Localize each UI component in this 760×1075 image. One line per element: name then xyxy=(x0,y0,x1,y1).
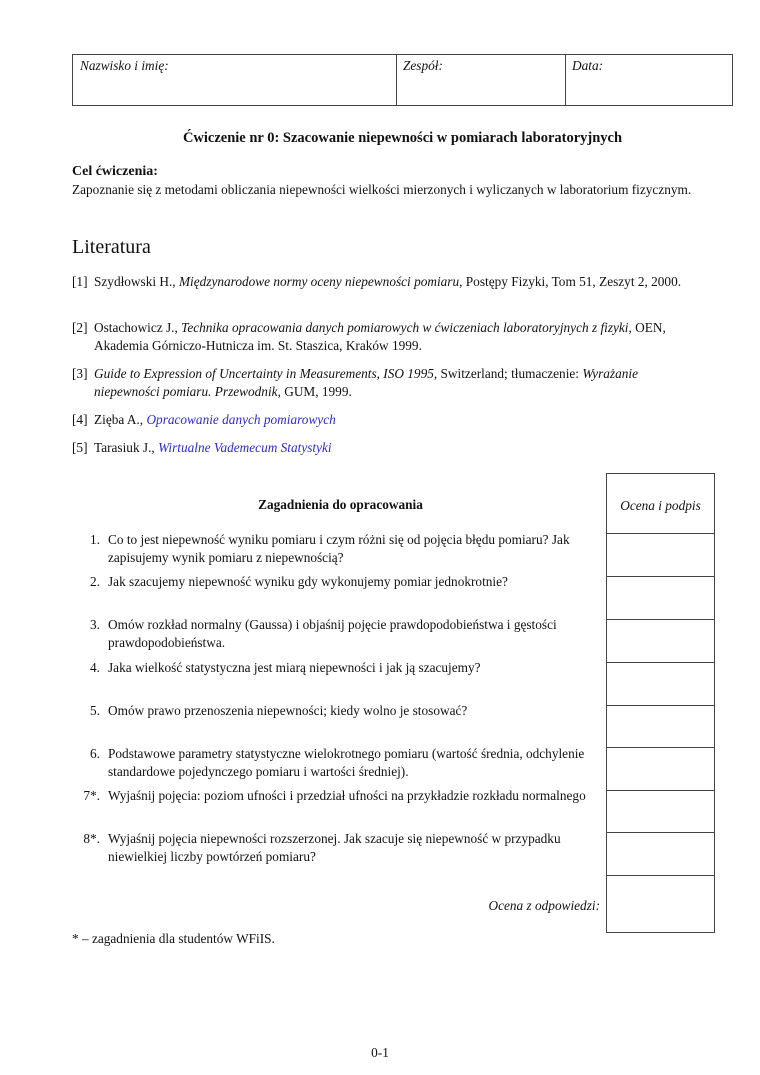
ref-link[interactable]: Opracowanie danych pomiarowych xyxy=(146,412,336,427)
ref-author: Zięba A., xyxy=(94,412,147,427)
topic-item xyxy=(78,787,603,805)
ref-details: , GUM, 1999. xyxy=(277,384,352,399)
goal-text: Zapoznanie się z metodami obliczania niepewności wielkości mierzonych i wyliczanych w laboratorium fizycznym. xyxy=(72,182,692,197)
page-title: Ćwiczenie nr 0: Szacowanie niepewności w pomiarach laboratoryjnych xyxy=(182,130,623,146)
ref-title: Technika opracowania danych pomiarowych w ćwiczeniach laboratoryjnych z fizyki xyxy=(181,320,629,335)
ref-author: Tarasiuk J., xyxy=(94,440,159,455)
date-field[interactable] xyxy=(565,55,734,105)
ref-number: [5] xyxy=(72,440,88,455)
topic-text: Co to jest niepewność wyniku pomiaru i czym różni się od pojęcia błędu pomiaru? Jak zapisujemy wynik pomiaru z niepewnością? xyxy=(108,532,570,565)
topic-text: Omów prawo przenoszenia niepewności; kiedy wolno je stosować? xyxy=(108,703,468,718)
literature-heading: Literatura xyxy=(72,236,151,258)
topics-heading: Zagadnienia do opracowania xyxy=(258,497,423,512)
ref-translation-title: Wyrażanie niepewności pomiaru. Przewodnik xyxy=(94,366,638,399)
ref-details: , Postępy Fizyki, Tom 51, Zeszyt 2, 2000. xyxy=(459,274,682,289)
reference-item xyxy=(72,411,697,429)
student-info-box xyxy=(72,54,733,106)
topic-number: 4. xyxy=(90,660,100,675)
row-line xyxy=(607,619,714,620)
name-field[interactable] xyxy=(73,55,396,105)
row-line xyxy=(607,832,714,833)
row-line xyxy=(607,576,714,577)
topic-text: Wyjaśnij pojęcia niepewności rozszerzonej. Jak szacuje się niepewność w przypadku niewielkiej liczby powtórzeń pomiaru? xyxy=(108,831,561,864)
name-label: Nazwisko i imię: xyxy=(80,58,169,73)
row-line xyxy=(607,747,714,748)
ref-title: Guide to Expression of Uncertainty in Measurements, ISO 1995 xyxy=(94,366,434,381)
ref-author: Szydłowski H., xyxy=(94,274,179,289)
topic-item xyxy=(78,745,603,781)
date-label: Data: xyxy=(572,58,604,73)
row-line xyxy=(607,662,714,663)
reference-item xyxy=(72,365,697,401)
topic-text: Jak szacujemy niepewność wyniku gdy wykonujemy pomiar jednokrotnie? xyxy=(108,574,508,589)
grade-column xyxy=(606,473,715,933)
topic-item xyxy=(78,531,603,567)
ref-author: Ostachowicz J., xyxy=(94,320,182,335)
ref-number: [4] xyxy=(72,412,88,427)
ref-details: , OEN, Akademia Górniczo-Hutnicza im. St. Staszica, Kraków 1999. xyxy=(94,320,666,353)
topic-number: 6. xyxy=(90,746,100,761)
footnote: * – zagadnienia dla studentów WFiIS. xyxy=(72,931,275,946)
reference-item xyxy=(72,319,697,355)
reference-item xyxy=(72,273,697,291)
topic-text: Jaka wielkość statystyczna jest miarą niepewności i jak ją szacujemy? xyxy=(108,660,481,675)
topic-item xyxy=(78,616,603,652)
row-line xyxy=(607,790,714,791)
ref-number: [1] xyxy=(72,274,88,289)
topic-item xyxy=(78,573,603,591)
topic-text: Podstawowe parametry statystyczne wielokrotnego pomiaru (wartość średnia, odchylenie standardowe pojedynczego pomiaru i wartości średniej). xyxy=(108,746,585,779)
team-field[interactable] xyxy=(396,55,565,105)
team-label: Zespół: xyxy=(403,58,443,73)
ref-number: [2] xyxy=(72,320,88,335)
topic-item xyxy=(78,659,603,677)
topic-number: 3. xyxy=(90,617,100,632)
topic-text: Wyjaśnij pojęcia: poziom ufności i przedział ufności na przykładzie rozkładu normalnego xyxy=(108,788,586,803)
topic-number: 2. xyxy=(90,574,100,589)
topic-item xyxy=(78,830,603,866)
answer-grade-label: Ocena z odpowiedzi: xyxy=(488,898,600,913)
grade-header: Ocena i podpis xyxy=(620,498,701,513)
reference-item xyxy=(72,439,697,457)
ref-details: , Switzerland; tłumaczenie: xyxy=(433,366,583,381)
topic-item xyxy=(78,702,603,720)
row-line xyxy=(607,875,714,876)
goal-heading: Cel ćwiczenia: xyxy=(72,164,158,179)
topic-number: 7*. xyxy=(83,788,100,803)
topic-number: 1. xyxy=(90,532,100,547)
ref-number: [3] xyxy=(72,366,88,381)
page-number: 0-1 xyxy=(371,1045,389,1060)
ref-link[interactable]: Wirtualne Vademecum Statystyki xyxy=(158,440,332,455)
topic-number: 8*. xyxy=(83,831,100,846)
ref-title: Międzynarodowe normy oceny niepewności pomiaru xyxy=(178,274,460,289)
topic-text: Omów rozkład normalny (Gaussa) i objaśnij pojęcie prawdopodobieństwa i gęstości prawdopodobieństwa. xyxy=(108,617,557,650)
row-line xyxy=(607,533,714,534)
row-line xyxy=(607,705,714,706)
topic-number: 5. xyxy=(90,703,100,718)
